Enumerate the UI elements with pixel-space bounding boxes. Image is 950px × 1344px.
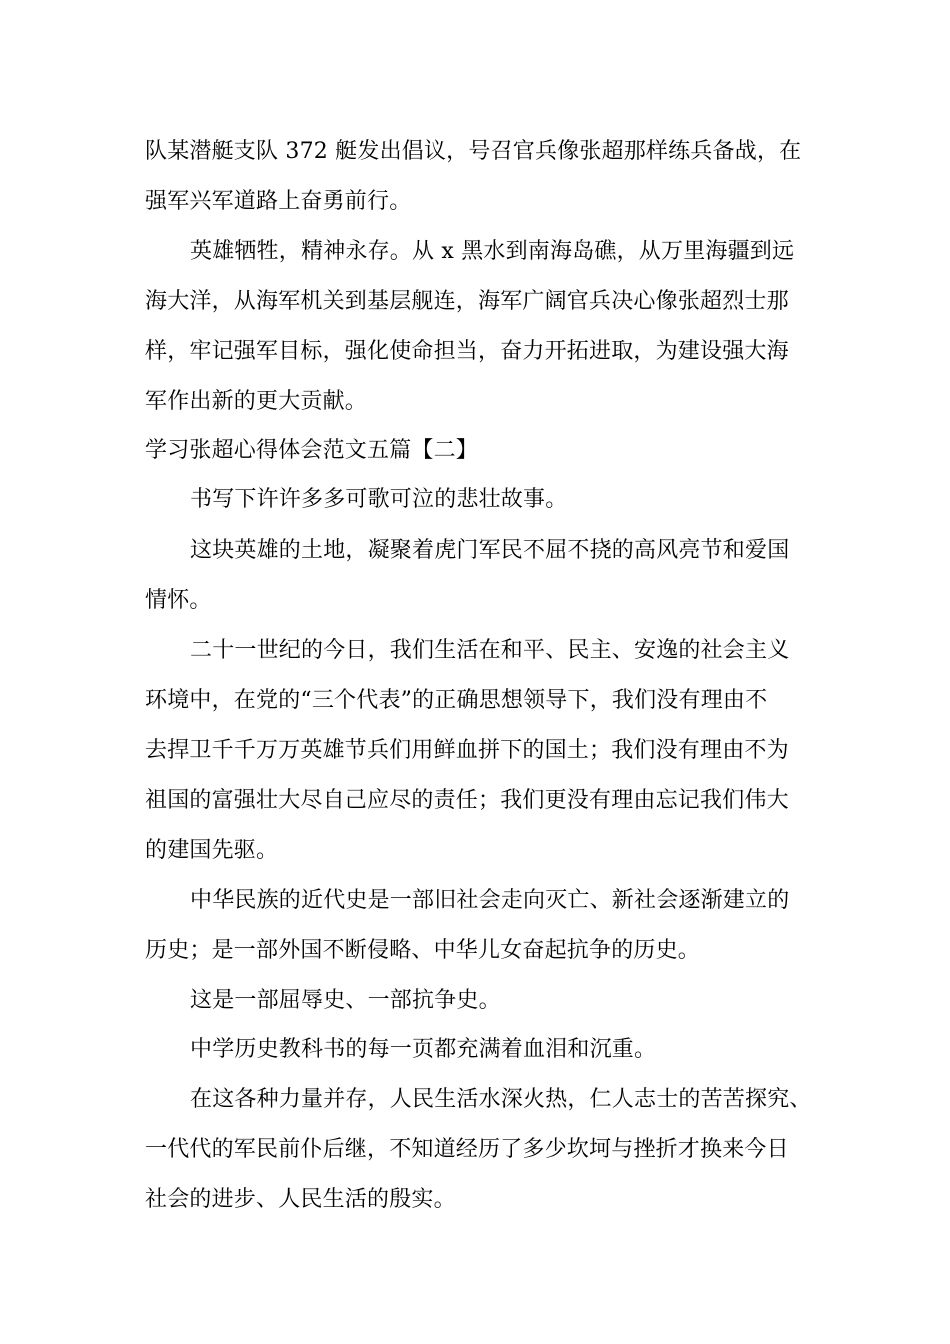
paragraph-2-line-4: 军作出新的更大贡献。 (145, 389, 368, 414)
paragraph-5-line-4: 祖国的富强壮大尽自己应尽的责任；我们更没有理由忘记我们伟大 (145, 788, 789, 813)
paragraph-2-line-1: 英雄牺牲，精神永存。从 x 黑水到南海岛礁，从万里海疆到远 (190, 239, 795, 264)
section-heading: 学习张超心得体会范文五篇【二】 (145, 438, 479, 463)
paragraph-6-line-2: 历史；是一部外国不断侵略、中华儿女奋起抗争的历史。 (145, 938, 701, 963)
paragraph-4-line-2: 情怀。 (145, 588, 212, 613)
paragraph-4-line-1: 这块英雄的土地，凝聚着虎门军民不屈不挠的高风亮节和爱国 (190, 538, 790, 563)
paragraph-3-line-1: 书写下许许多多可歌可泣的悲壮故事。 (190, 487, 568, 512)
paragraph-2-line-2: 海大洋，从海军机关到基层舰连，海军广阔官兵决心像张超烈士那 (145, 289, 789, 314)
paragraph-5-line-3: 去捍卫千千万万英雄节兵们用鲜血拼下的国土；我们没有理由不为 (145, 738, 789, 763)
paragraph-2-line-3: 样，牢记强军目标，强化使命担当，奋力开拓进取，为建设强大海 (145, 339, 789, 364)
paragraph-5-line-2: 环境中，在党的“三个代表”的正确思想领导下，我们没有理由不 (145, 688, 768, 713)
paragraph-5-line-1: 二十一世纪的今日，我们生活在和平、民主、安逸的社会主义 (190, 638, 790, 663)
paragraph-8-line-1: 中学历史教科书的每一页都充满着血泪和沉重。 (190, 1037, 657, 1062)
paragraph-7-line-1: 这是一部屈辱史、一部抗争史。 (190, 988, 501, 1013)
paragraph-1-line-2: 强军兴军道路上奋勇前行。 (145, 189, 412, 214)
paragraph-6-line-1: 中华民族的近代史是一部旧社会走向灭亡、新社会逐渐建立的 (190, 888, 790, 913)
paragraph-1-line-1: 队某潜艇支队 372 艇发出倡议，号召官兵像张超那样练兵备战，在 (145, 139, 802, 164)
paragraph-5-line-5: 的建国先驱。 (145, 838, 279, 863)
paragraph-9-line-1: 在这各种力量并存，人民生活水深火热，仁人志士的苦苦探究、 (190, 1087, 812, 1112)
paragraph-9-line-3: 社会的进步、人民生活的殷实。 (145, 1187, 456, 1212)
paragraph-9-line-2: 一代代的军民前仆后继，不知道经历了多少坎坷与挫折才换来今日 (145, 1137, 789, 1162)
